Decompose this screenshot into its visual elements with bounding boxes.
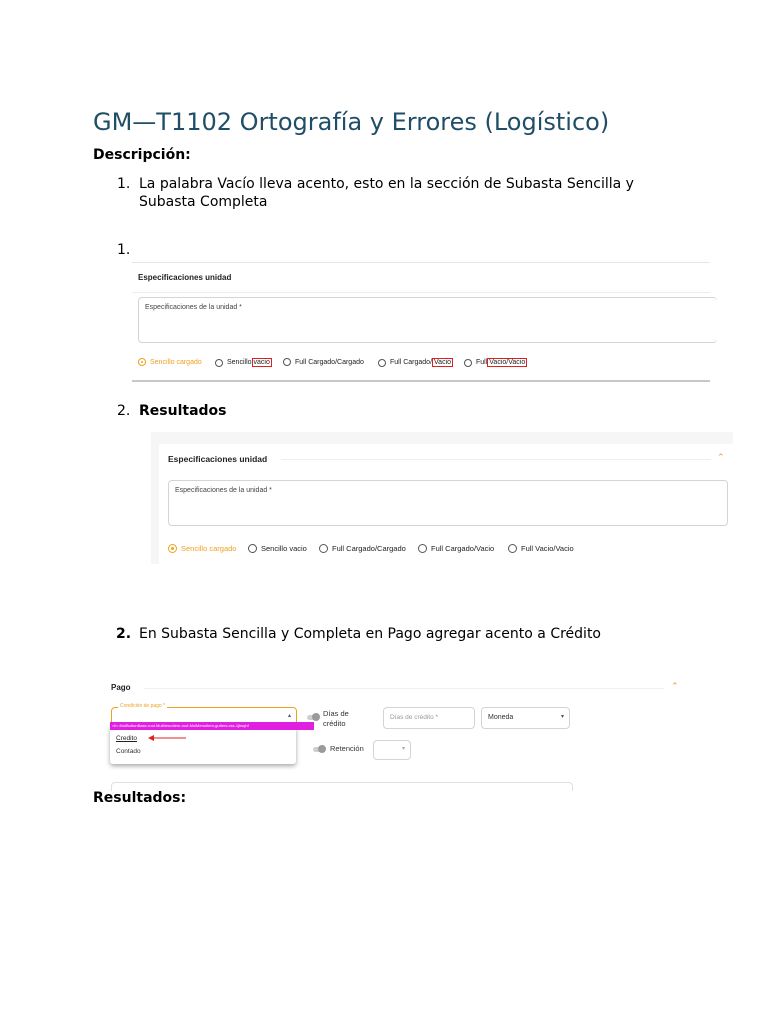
condition-dropdown-menu bbox=[110, 726, 296, 764]
screenshot-pago bbox=[104, 672, 688, 788]
radio-full-cargado-cargado[interactable]: Full Cargado/Cargado bbox=[319, 544, 406, 553]
item2-number: 2. bbox=[116, 626, 132, 642]
radio-circle bbox=[138, 358, 146, 366]
moneda-select[interactable]: Moneda ▾ bbox=[481, 707, 570, 729]
radio-circle bbox=[319, 544, 328, 553]
specifications-field[interactable] bbox=[168, 480, 728, 526]
caret-down-icon: ▾ bbox=[401, 746, 405, 752]
dias-credito-input[interactable]: Días de crédito * bbox=[383, 707, 475, 729]
results-label: Resultados: bbox=[93, 790, 187, 806]
error-highlight: Vacio/Vacio bbox=[489, 359, 526, 366]
radio-sencillo-vacio[interactable]: Sencillo vacio bbox=[215, 358, 272, 367]
radio-circle bbox=[378, 359, 386, 367]
results-heading: Resultados bbox=[139, 403, 227, 419]
radio-sencillo-cargado[interactable]: Sencillo cargado bbox=[168, 544, 236, 553]
arrow-left-icon bbox=[148, 735, 188, 741]
chevron-up-icon[interactable]: ⌃ bbox=[671, 681, 679, 691]
item1-text-line1: La palabra Vacío lleva acento, esto en la sección de Subasta Sencilla y bbox=[139, 176, 634, 192]
dias-credito-label-2: crédito bbox=[323, 719, 346, 728]
dias-credito-toggle[interactable] bbox=[307, 715, 319, 720]
error-highlight: Vacio bbox=[434, 359, 452, 366]
radio-full-vacio-vacio[interactable]: Full Vacio/Vacio bbox=[508, 544, 574, 553]
condition-label: Condición de pago * bbox=[120, 703, 166, 709]
radio-circle bbox=[248, 544, 257, 553]
radio-circle bbox=[168, 544, 177, 553]
section-title: Pago bbox=[111, 683, 131, 692]
screenshot-before bbox=[132, 262, 710, 382]
radio-circle bbox=[418, 544, 427, 553]
retencion-label: Retención bbox=[330, 744, 364, 753]
radio-circle bbox=[215, 359, 223, 367]
radio-full-cargado-cargado[interactable]: Full Cargado/Cargado bbox=[283, 358, 364, 366]
radio-circle bbox=[464, 359, 472, 367]
specifications-field[interactable] bbox=[138, 297, 717, 343]
radio-sencillo-cargado[interactable]: Sencillo cargado bbox=[138, 358, 202, 366]
item1-text-line2: Subasta Completa bbox=[139, 194, 268, 210]
section-title: Especificaciones unidad bbox=[168, 454, 268, 464]
radio-sencillo-vacio[interactable]: Sencillo vacio bbox=[248, 544, 307, 553]
description-label: Descripción: bbox=[93, 147, 191, 163]
sub1-number: 1. bbox=[117, 242, 131, 258]
field-label: Especificaciones de la unidad * bbox=[145, 304, 242, 311]
item1-number: 1. bbox=[117, 176, 131, 192]
section-title: Especificaciones unidad bbox=[138, 273, 232, 282]
radio-full-cargado-vacio[interactable]: Full Cargado/ Vacio bbox=[378, 358, 453, 367]
retencion-toggle[interactable] bbox=[313, 747, 325, 752]
caret-up-icon: ▴ bbox=[287, 713, 291, 719]
caret-down-icon: ▾ bbox=[560, 714, 564, 720]
radio-circle bbox=[283, 358, 291, 366]
error-highlight: vacio bbox=[253, 359, 270, 366]
radio-full-cargado-vacio[interactable]: Full Cargado/Vacio bbox=[418, 544, 494, 553]
chevron-up-icon[interactable]: ⌃ bbox=[717, 452, 725, 462]
dias-credito-label-1: Días de bbox=[323, 709, 349, 718]
page-title: GM—T1102 Ortografía y Errores (Logístico) bbox=[93, 108, 610, 136]
option-credito[interactable]: Credito bbox=[116, 735, 137, 742]
field-label: Especificaciones de la unidad * bbox=[175, 487, 272, 494]
item2-text: En Subasta Sencilla y Completa en Pago agregar acento a Crédito bbox=[139, 626, 601, 642]
screenshot-after bbox=[151, 432, 733, 564]
retencion-select[interactable] bbox=[373, 740, 411, 760]
devtools-tooltip: <li>.MuiButtonBase-root.MuiMenuItem-root.MuiMenuItem-gutters.css-1jhsqhf bbox=[110, 722, 314, 730]
sub2-number: 2. bbox=[117, 403, 131, 419]
radio-full-vacio-vacio[interactable]: Full Vacio/Vacio bbox=[464, 358, 527, 367]
option-contado[interactable]: Contado bbox=[116, 748, 141, 755]
radio-circle bbox=[508, 544, 517, 553]
